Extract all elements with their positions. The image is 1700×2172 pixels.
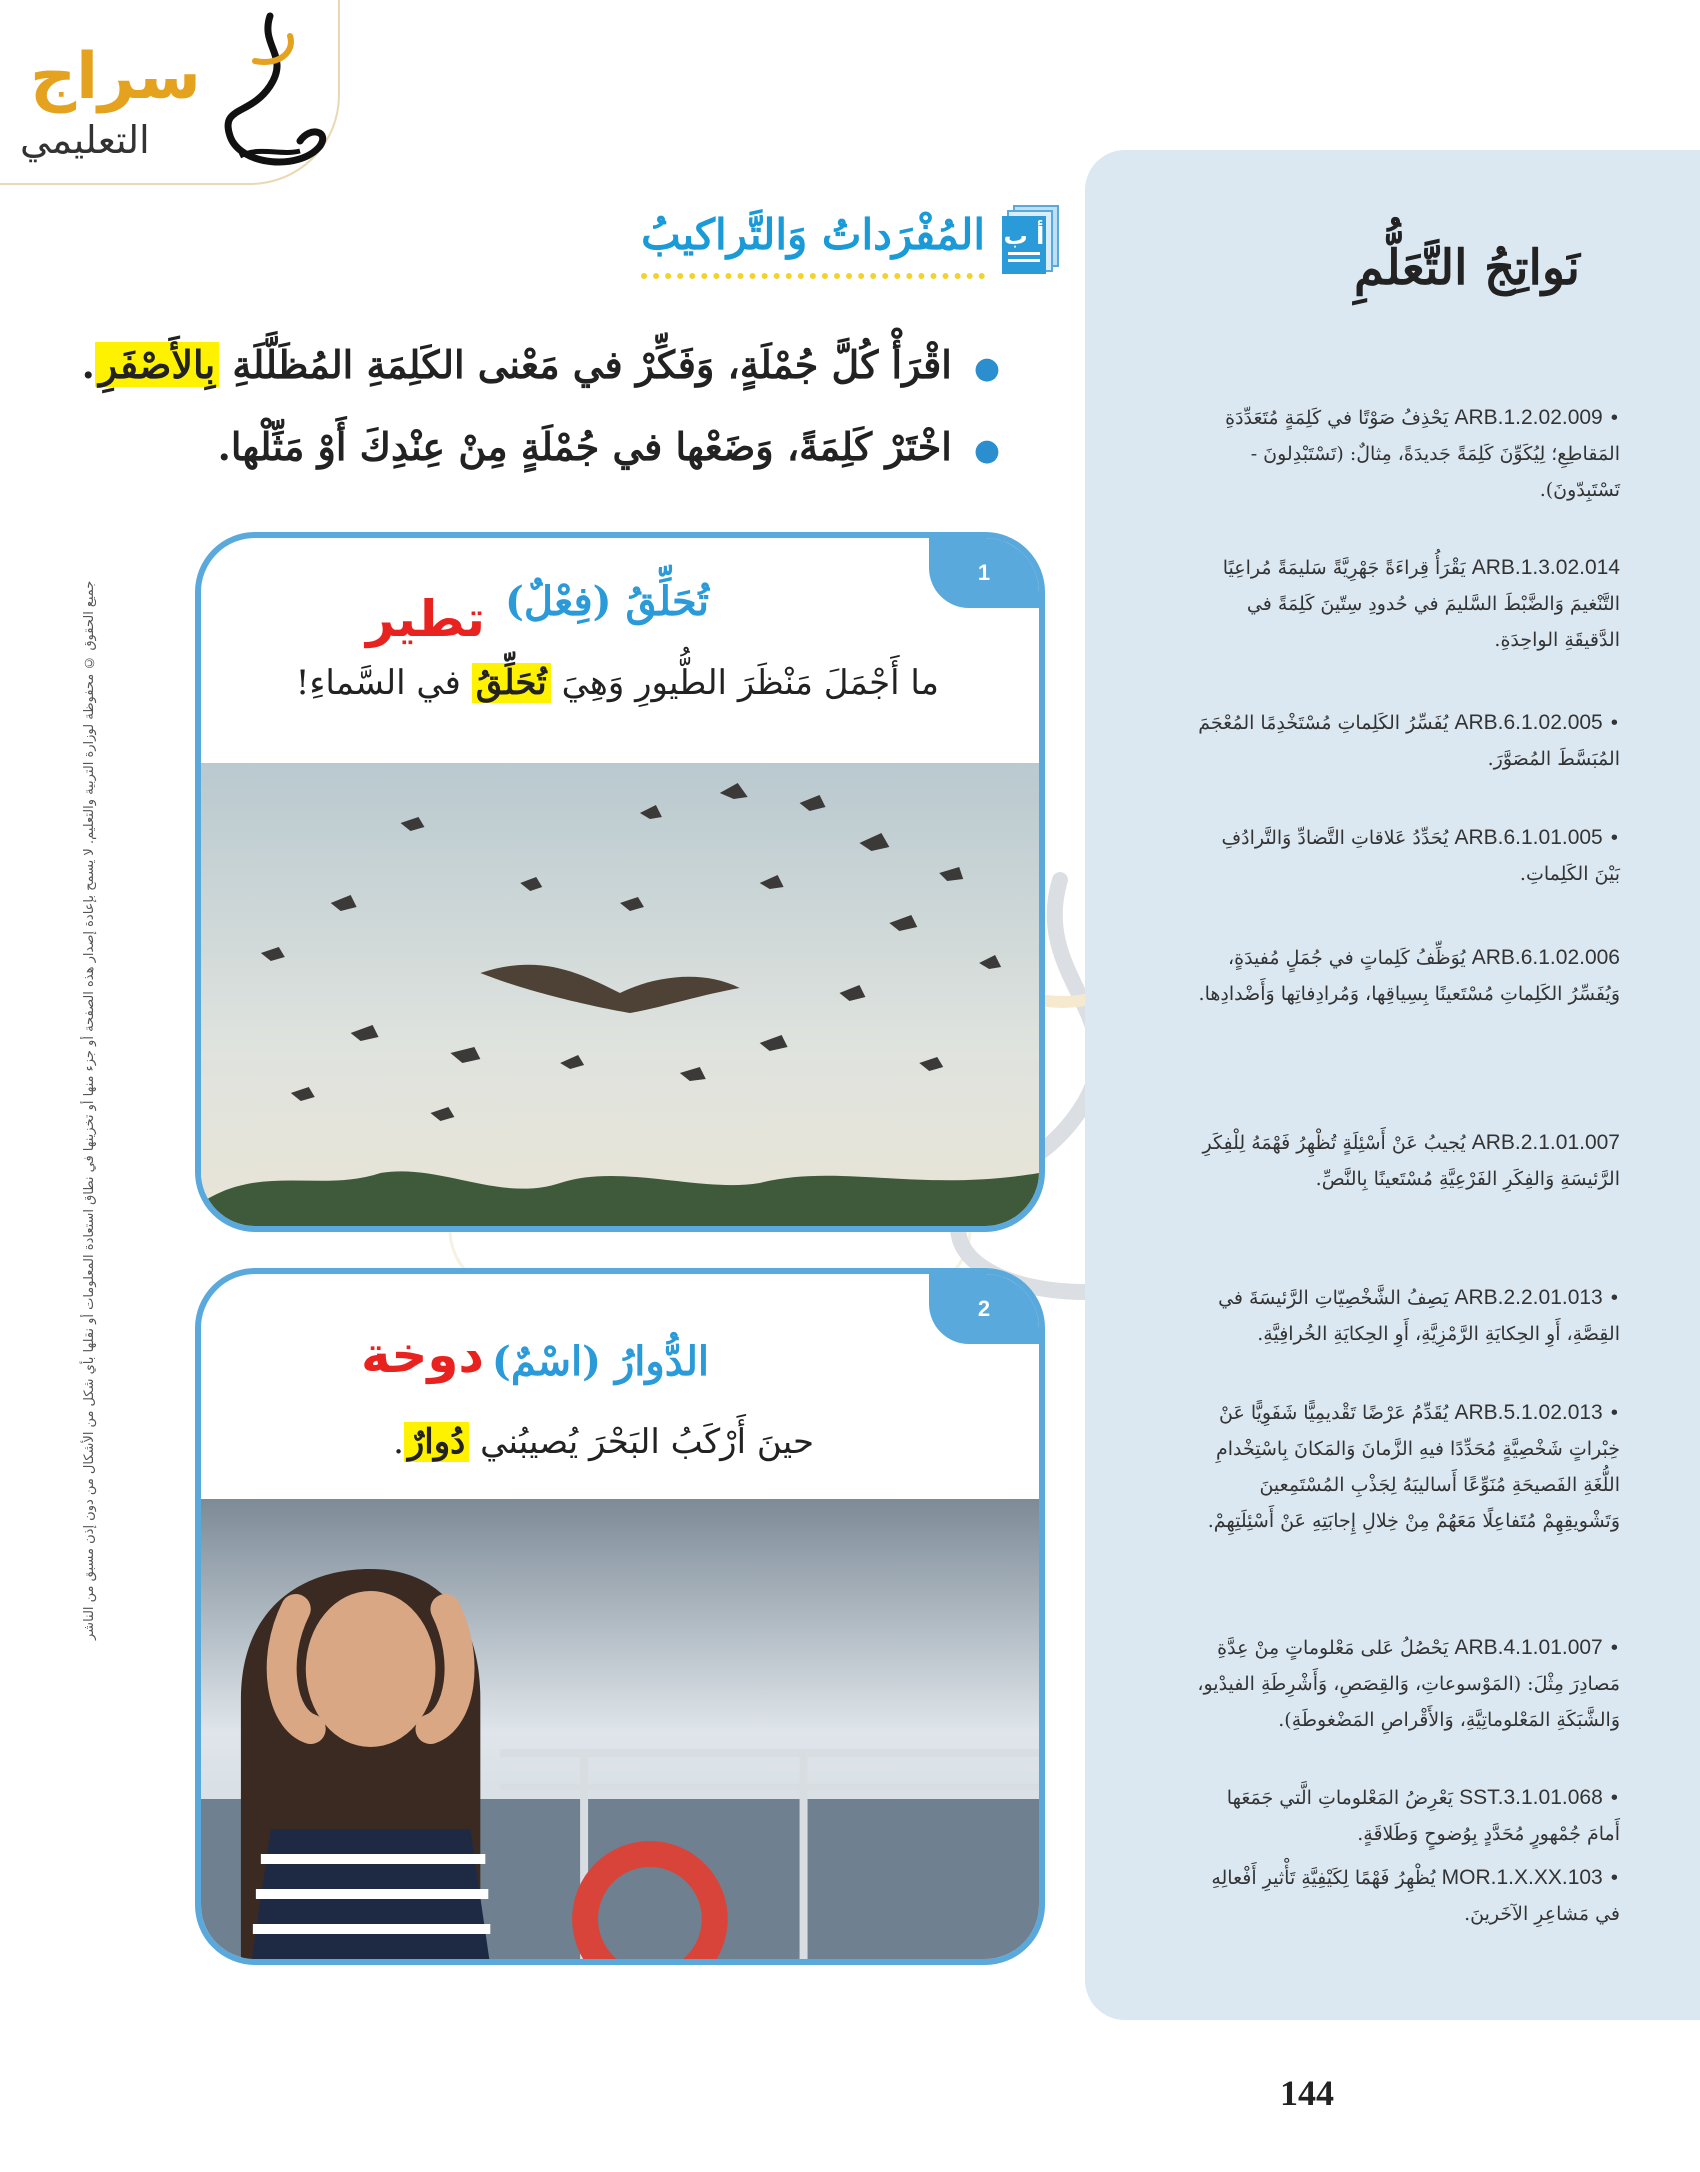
sentence-start: حينَ أَرْكَبُ البَحْرَ يُصيبُني <box>469 1422 814 1462</box>
page-number: 144 <box>1280 2073 1334 2113</box>
outcome-item: ARB.2.1.01.007 يُجيبُ عَنْ أَسْئِلَةٍ تُظْهِرُ فَهْمَهُ لِلْفِكَرِ الرَّئيسَةِ وَالفِكَرِ الفَرْعِيَّةِ مُسْتَعينًا بِالنَّصِّ. <box>1202 1131 1620 1190</box>
card-sentence <box>296 663 939 703</box>
sentence-start: ما أَجْمَلَ مَنْظَرَ الطُّيورِ وَهِيَ <box>550 663 939 703</box>
card-sentence <box>393 1422 814 1462</box>
birds-photo <box>201 763 1039 1232</box>
outcome-item: • ARB.4.1.01.007 يَحْصُلُ عَلى مَعْلوماتٍ مِنْ عِدَّةِ مَصادِرَ مِثْلَ: (المَوْسوعاتِ، وَالقِصَصِ، وَأَشْرِطَةِ الفيدْيو، وَالشَّبَكَةِ المَعْلوماتِيَّةِ، وَالأَقْراصِ المَضْغوطَةِ). <box>1197 1636 1620 1731</box>
logo-subtitle: التعليمي <box>20 118 150 162</box>
outcome-item: • ARB.2.2.01.013 يَصِفُ الشَّخْصِيّاتِ الرَّئيسَةَ في القِصَّةِ، أَوِ الحِكايَةِ الرَّمْزِيَّةِ، أَوِ الحِكايَةِ الخُرافِيَّةِ. <box>1218 1286 1620 1345</box>
instruction-1-end: . <box>81 342 95 387</box>
outcome-item: • ARB.6.1.02.005 يُفَسِّرُ الكَلِماتِ مُسْتَخْدِمًا المُعْجَمَ المُبَسَّطَ المُصَوَّرَ. <box>1198 711 1620 770</box>
logo-brand: سراج <box>30 40 201 114</box>
vocab-card-1 <box>195 532 1045 1232</box>
sentence-end: . <box>393 1422 404 1462</box>
card-answer: تطير <box>366 590 485 648</box>
sentence-highlight: دُوارٌ <box>404 1422 469 1462</box>
sentence-highlight: تُحَلِّقُ <box>472 663 551 703</box>
outcome-item: • ARB.1.2.02.009 يَحْذِفُ صَوْتًا في كَلِمَةٍ مُتَعَدِّدَةِ المَقاطِعِ؛ لِيُكَوِّنَ كَلِمَةً جَديدَةً، مِثالٌ: (تَسْتَبْدِلونَ - تَسْتَبِدّونَ). <box>1225 406 1620 501</box>
card-answer: دوخة <box>361 1326 485 1384</box>
instruction-2 <box>218 424 1000 469</box>
bullet-icon: ● <box>973 433 1000 468</box>
outcome-item: • MOR.1.X.XX.103 يُظْهِرُ فَهْمًا لِكَيْفِيَّةِ تَأْثيرِ أَفْعالِهِ في مَشاعِرِ الآخَرينَ. <box>1211 1866 1620 1925</box>
seasick-girl-photo <box>201 1499 1039 1965</box>
instruction-1 <box>82 342 1000 387</box>
section-badge-letter: أ ب <box>1003 222 1045 250</box>
section-title: المُفْرَداتُ وَالتَّراكيبُ <box>641 210 985 279</box>
learning-outcomes-panel <box>1085 150 1700 2020</box>
outcome-item: • ARB.5.1.02.013 يُقَدِّمُ عَرْضًا تَقْديمِيًّا شَفَوِيًّا عَنْ خِبْراتٍ شَخْصِيَّةٍ مُحَدِّدًا فيهِ الزَّمانَ وَالمَكانَ بِاسْتِخْدامِ اللُّغَةِ الفَصيحَةِ مُنَوِّعًا أَساليبَهُ لِجَذْبِ المُسْتَمِعينَ وَتَشْويقِهِمْ مُتَفاعِلًا مَعَهُمْ مِنْ خِلالِ إِجابَتِهِ عَنْ أَسْئِلَتِهِمْ. <box>1207 1401 1620 1532</box>
card-number: 2 <box>929 1274 1039 1344</box>
calligraphy-logo-icon <box>200 6 340 181</box>
learning-outcomes-title: نَواتِجُ التَّعَلُّمِ <box>1354 240 1580 296</box>
outcome-item: • ARB.6.1.01.005 يُحَدِّدُ عَلاقاتِ التَّضادِّ وَالتَّرادُفِ بَيْنَ الكَلِماتِ. <box>1221 826 1620 885</box>
card-number: 1 <box>929 538 1039 608</box>
instruction-2-text: اخْتَرْ كَلِمَةً، وَضَعْها في جُمْلَةٍ مِنْ عِنْدِكَ أَوْ مَثِّلْها. <box>217 424 952 469</box>
outcome-item: ARB.6.1.02.006 يُوَظِّفُ كَلِماتٍ في جُمَلٍ مُفيدَةٍ، وَيُفَسِّرُ الكَلِماتِ مُسْتَعينًا بِسِياقِها، وَمُرادِفاتِها وَأَضْدادِها. <box>1198 946 1620 1005</box>
instruction-1-text: اقْرَأْ كُلَّ جُمْلَةٍ، وَفَكِّرْ في مَعْنى الكَلِمَةِ المُظَلَّلَةِ <box>219 342 952 387</box>
card-heading: الدُّوارُ (اسْمٌ) <box>491 1338 709 1385</box>
card-heading: تُحَلِّقُ (فِعْلٌ) <box>504 578 709 625</box>
instruction-1-highlight: بِالأَصْفَرِ <box>95 342 219 387</box>
outcome-item: • SST.3.1.01.068 يَعْرِضُ المَعْلوماتِ الَّتي جَمَعَها أَمامَ جُمْهورٍ مُحَدَّدٍ بِوُضوحٍ وَطَلاقَةٍ. <box>1226 1786 1620 1845</box>
bullet-icon: ● <box>973 351 1000 386</box>
sentence-end: في السَّماءِ! <box>295 663 472 703</box>
vocab-card-2 <box>195 1268 1045 1965</box>
logo <box>0 0 340 185</box>
copyright-note: جميع الحقوق © محفوظة لوزارة التربية والتعليم. لا يسمح بإعادة إصدار هذه الصفحة أو جزء منها أو تخزينها في نطاق استعادة المعلومات أو نقلها بأي شكل من الأشكال من دون إذن مسبق من الناشر <box>82 580 97 1640</box>
outcome-item: ARB.1.3.02.014 يَقْرَأُ قِراءَةً جَهْرِيَّةً سَليمَةً مُراعِيًا التَّنْغيمَ وَالضَّبْطَ السَّليمَ في حُدودِ سِتّينَ كَلِمَةً في الدَّقيقَةِ الواحِدَةِ. <box>1222 556 1620 651</box>
